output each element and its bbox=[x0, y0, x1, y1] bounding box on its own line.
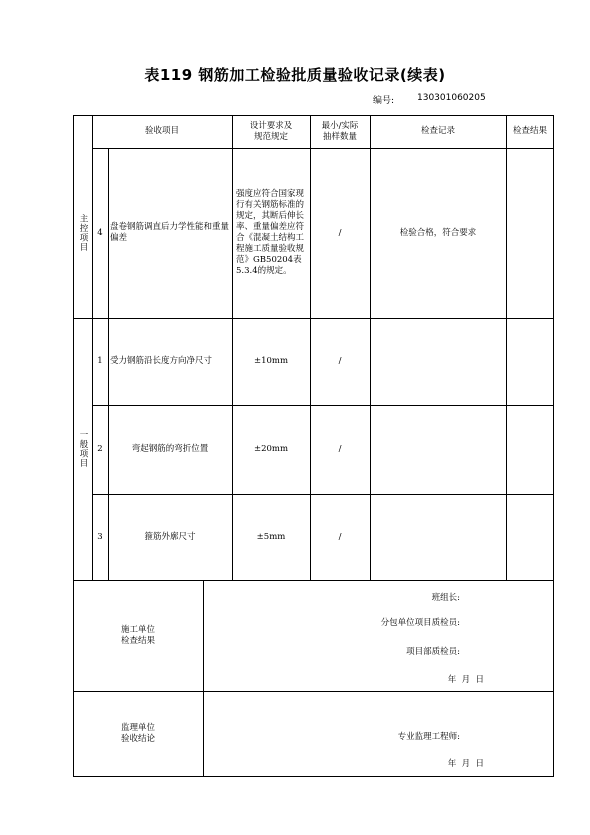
general-item-sample: / bbox=[338, 444, 342, 454]
general-item-result bbox=[506, 405, 554, 494]
column-header-record: 检查记录 bbox=[420, 126, 455, 136]
general-item-spec: ±5mm bbox=[256, 531, 286, 542]
supervision-date: 年 月 日 bbox=[447, 759, 484, 769]
main-item-record: 检验合格，符合要求 bbox=[399, 227, 477, 238]
supervision-engineer-signature-label: 专业监理工程师: bbox=[397, 732, 460, 742]
general-item-result bbox=[506, 318, 554, 405]
column-header-sample: 最小/实际 抽样数量 bbox=[321, 120, 359, 142]
main-item-spec: 强度应符合国家现行有关钢筋标准的规定，其断后伸长率、重量偏差应符合《混凝土结构工程施工质量验收规范》GB50204表5.3.4的规定。 bbox=[236, 189, 305, 276]
team-leader-signature-label: 班组长: bbox=[431, 593, 460, 603]
general-item-number: 3 bbox=[97, 531, 103, 542]
supervision-unit-label: 监理单位 验收结论 bbox=[120, 723, 155, 744]
construction-unit-label: 施工单位 检查结果 bbox=[120, 624, 155, 646]
construction-date: 年 月 日 bbox=[447, 675, 484, 685]
general-item-spec: ±20mm bbox=[253, 444, 289, 454]
general-item-name: 弯起钢筋的弯折位置 bbox=[131, 444, 209, 454]
main-item-number: 4 bbox=[97, 227, 103, 238]
project-inspector-signature-label: 项目部质检员: bbox=[406, 647, 460, 657]
subcontractor-inspector-signature-label: 分包单位项目质检员: bbox=[380, 618, 460, 628]
main-items-group-label: 主控项目 bbox=[78, 214, 88, 252]
column-header-spec: 设计要求及 规范规定 bbox=[249, 120, 293, 142]
general-item-name: 箍筋外廓尺寸 bbox=[144, 531, 196, 542]
serial-number-value: 130301060205 bbox=[417, 93, 486, 103]
general-items-group-label: 一般项目 bbox=[78, 430, 88, 468]
page-title: 表119 钢筋加工检验批质量验收记录(续表) bbox=[144, 66, 446, 84]
general-item-sample: / bbox=[338, 531, 342, 542]
general-item-name: 受力钢筋沿长度方向净尺寸 bbox=[110, 356, 213, 366]
main-item-sample: / bbox=[338, 227, 342, 238]
column-header-item: 验收项目 bbox=[144, 126, 179, 136]
main-item-result bbox=[506, 148, 554, 318]
general-item-result bbox=[506, 494, 554, 580]
general-item-number: 2 bbox=[97, 444, 103, 454]
signature-column-line bbox=[203, 580, 204, 777]
general-item-number: 1 bbox=[97, 356, 103, 366]
serial-number-label: 编号: bbox=[373, 96, 395, 106]
general-item-sample: / bbox=[338, 356, 342, 366]
general-item-record bbox=[370, 405, 506, 494]
general-item-spec: ±10mm bbox=[253, 356, 289, 366]
general-item-record bbox=[370, 494, 506, 580]
main-item-name: 盘卷钢筋调直后力学性能和重量偏差 bbox=[110, 222, 230, 243]
column-header-result: 检查结果 bbox=[512, 126, 547, 136]
general-item-record bbox=[370, 318, 506, 405]
